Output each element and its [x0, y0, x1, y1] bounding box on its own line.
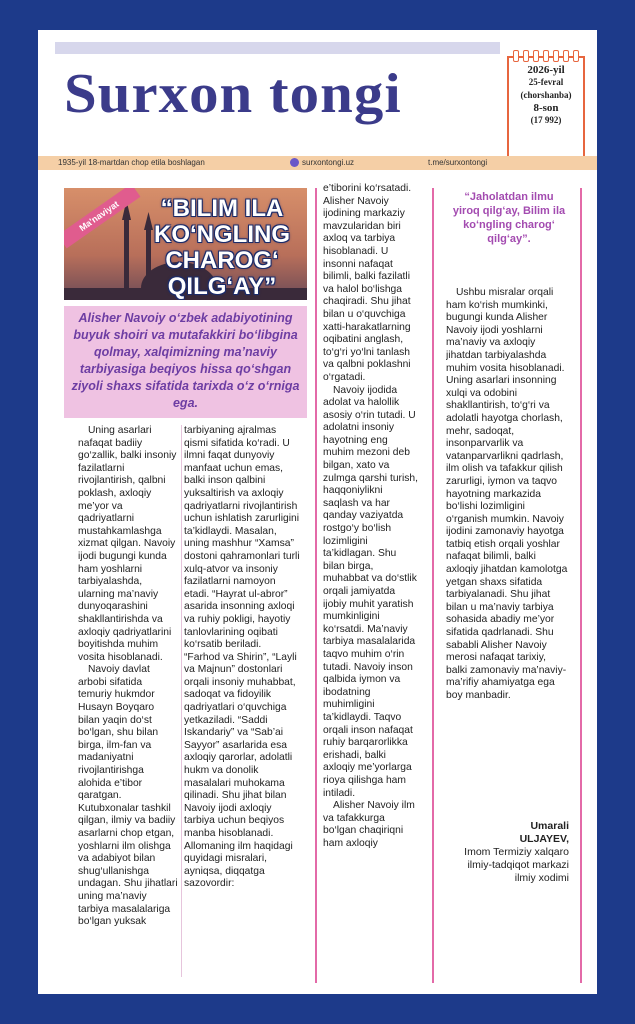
masthead-title: Surxon tongi [64, 63, 402, 125]
rubric-badge: Ma'naviyat [64, 188, 140, 248]
website-link[interactable] [290, 158, 354, 167]
column-rule [580, 188, 582, 983]
issue-calendar [507, 56, 585, 158]
author-signature [446, 820, 569, 885]
hero-image [64, 188, 307, 300]
issue-number: 8-son [533, 102, 559, 114]
paragraph: Navoiy davlat arbobi sifatida temuriy hukmdor Husayn Boyqaro bilan yaqin do‘st bo‘lgan, shu bilan birga, ilm-fan va madaniyatni rivojlantirishga alohida e’tibor qaratgan. Kutubxonalar tashkil qilgan, ilmiy va badiiy asarlarni chop etgan, yoshlarni ilm olishga va adabiyot bilan shug‘ullanishga undagan. Shu jihatlari uning ma’naviy tarbiya masalalariga bo‘lgan yuksak [78, 664, 178, 928]
article-lead: Alisher Navoiy o‘zbek adabiyotining buyuk shoiri va mutafakkiri bo‘libgina qolmay, xalqimizning ma’naviy tarbiyasiga beqiyos hissa qo‘shgan ziyoli shaxs sifatida tarixda o‘z o‘rniga ega. [64, 306, 307, 418]
column-rule [432, 188, 434, 983]
paragraph: Alisher Navoiy ilm va tafakkurga bo‘lgan chaqiriqni ham axloqiy [323, 800, 415, 849]
paragraph: Ushbu misralar orqali ham ko‘rish mumkinki, bugungi kunda Alisher Navoiy ijodi yoshlarni ma’naviy va axloqiy jihatdan tarbiyalashda muhim vosita hisoblanadi. Uning asarlari insonning xulqi va odobini shakllantirish, to‘g‘ri va adolatli hayotga chorlash, mehr, sadoqat, insonparvarlik va vatanparvarlikni qadrlash, ilm olish va tafakkur qilish zarurligi, iymon va taqvo hayotning markazida bo‘lishi lozimligini o‘rganish mumkin. Navoiy ijodini zamonaviy hayotga tatbiq etish orqali yoshlar nafaqat bilimli, balki axloqiy jihatdan kamolotga yetgan shaxs sifatida tarbiyalanadi. Shu jihat bilan u ma’naviy tarbiya sohasida abadiy me’yor sifatida qadrlanadi. Shu sababli Alisher Navoiy merosi nafaqat tarixiy, balki zamonaviy ma’naviy-ma’rifiy ahamiyatga ega boy manbadir. [446, 287, 568, 701]
issue-date: 25-fevral [528, 77, 564, 87]
paragraph: Navoiy ijodida adolat va halollik asosiy o‘rin tutadi. U adolatni insoniy hayotning eng muhim mezoni deb bilgan, xato va zulmga qarshi turish, haqqoniylikni saqlash va har qanday vaziyatda rostgo‘y bo‘lish lozimligini ta’kidlagan. Shu bilan birga, muhabbat va do‘stlik orqali jamiyatda ijobiy muhit yaratish mumkinligini ko‘rsatdi. Ma’naviy tarbiya masalalarida taqvo muhim o‘rin tutadi. Navoiy inson qalbida iymon va ibodatning muhimligini ta’kidlaydi. Taqvo orqali inson nafaqat ruhiy barqarorlikka erishadi, balki axloqiy me’yorlarga rioya qilishga ham intiladi. [323, 384, 418, 799]
top-decor-bar [55, 42, 500, 54]
author-position: Imom Termiziy xalqaro ilmiy-tadqiqot markazi ilmiy xodimi [464, 846, 569, 884]
text-column-1 [78, 425, 178, 977]
website-text: surxontongi.uz [302, 158, 355, 167]
text-column-2 [184, 425, 300, 977]
poem-quote: “Jaholatdan ilmu yiroq qilg‘ay, Bilim ila ko‘ngling charog‘ qilg‘ay”. [452, 191, 566, 245]
telegram-text: t.me/surxontongi [428, 158, 488, 167]
info-bar [38, 156, 597, 170]
text-column-4 [446, 287, 569, 807]
article-headline: “BILIM ILA KO‘NGLING CHAROG‘ QILG‘AY” [154, 195, 290, 300]
author-last-name: ULJAYEV, [519, 833, 569, 845]
telegram-link[interactable] [428, 158, 487, 167]
paragraph: tarbiyaning ajralmas qismi sifatida ko‘radi. U ilmni faqat dunyoviy manfaat uchun emas, balki inson qalbini yuksaltirish va axloqiy qadriyatlarni rivojlantirish uchun ishlatish zarurligini ta’kidlaydi. Masalan, uning mashhur “Xamsa” dostoni qahramonlari turli xulq-atvor va insoniy fazilatlarni namoyon etadi. “Hayrat ul-abror” asarida insonning axloqi va ruhiy pokligi, hayotiy tanlovlarining oqibati ko‘rsatib beriladi. “Farhod va Shirin”, “Layli va Majnun” dostonlari orqali insoniy muhabbat, sadoqat va fidoyilik qadriyatlari o‘quvchiga yetkaziladi. “Saddi Iskandariy” va “Sab’ai Sayyor” asarlarida esa axloqiy qarorlar, adolatli hukm va donolik masalalari muhokama qilinadi. Shu jihat bilan Navoiy ijodi axloqiy tarbiya uchun beqiyos manba hisoblanadi. Allomaning ilm haqidagi quyidagi misralari, ayniqsa, diqqatga sazovordir: [184, 425, 300, 890]
founded-note: 1935-yil 18-martdan chop etila boshlagan [58, 158, 205, 167]
column-rule [181, 425, 182, 977]
issue-weekday: (chorshanba) [520, 90, 572, 100]
globe-icon [290, 158, 299, 167]
paragraph: e’tiborini ko‘rsatadi. Alisher Navoiy ijodining markaziy mavzularidan biri axloq va tarbiya hisoblanadi. U insonni nafaqat bilimli, balki fazilatli va halol bo‘lishga chaqiradi. Shu jihat bilan u o‘quvchiga xatti-harakatlarning oqibatini anglash, to‘g‘ri yo‘lni tanlash va qalbni poklashni o‘rgatadi. [323, 183, 412, 383]
author-first-name: Umarali [530, 820, 569, 832]
paragraph: Uning asarlari nafaqat badiiy go‘zallik, balki insoniy fazilatlarni rivojlantirish, qalbni poklash, axloqiy me’yor va qadriyatlarni mustahkamlashga xizmat qilgan. Navoiy ijodi bugungi kunda ham yoshlarni tarbiyalashda, ularning ma’naviy dunyoqarashini shakllantirishda va axloqiy qadriyatlarini boyitishda muhim vosita hisoblanadi. [78, 425, 177, 663]
issue-year: 2026-yil [527, 64, 565, 76]
newspaper-page [38, 30, 597, 994]
calendar-rings [513, 50, 579, 60]
text-column-3 [323, 183, 418, 983]
column-rule [315, 188, 317, 983]
issue-serial: (17 992) [530, 115, 562, 125]
